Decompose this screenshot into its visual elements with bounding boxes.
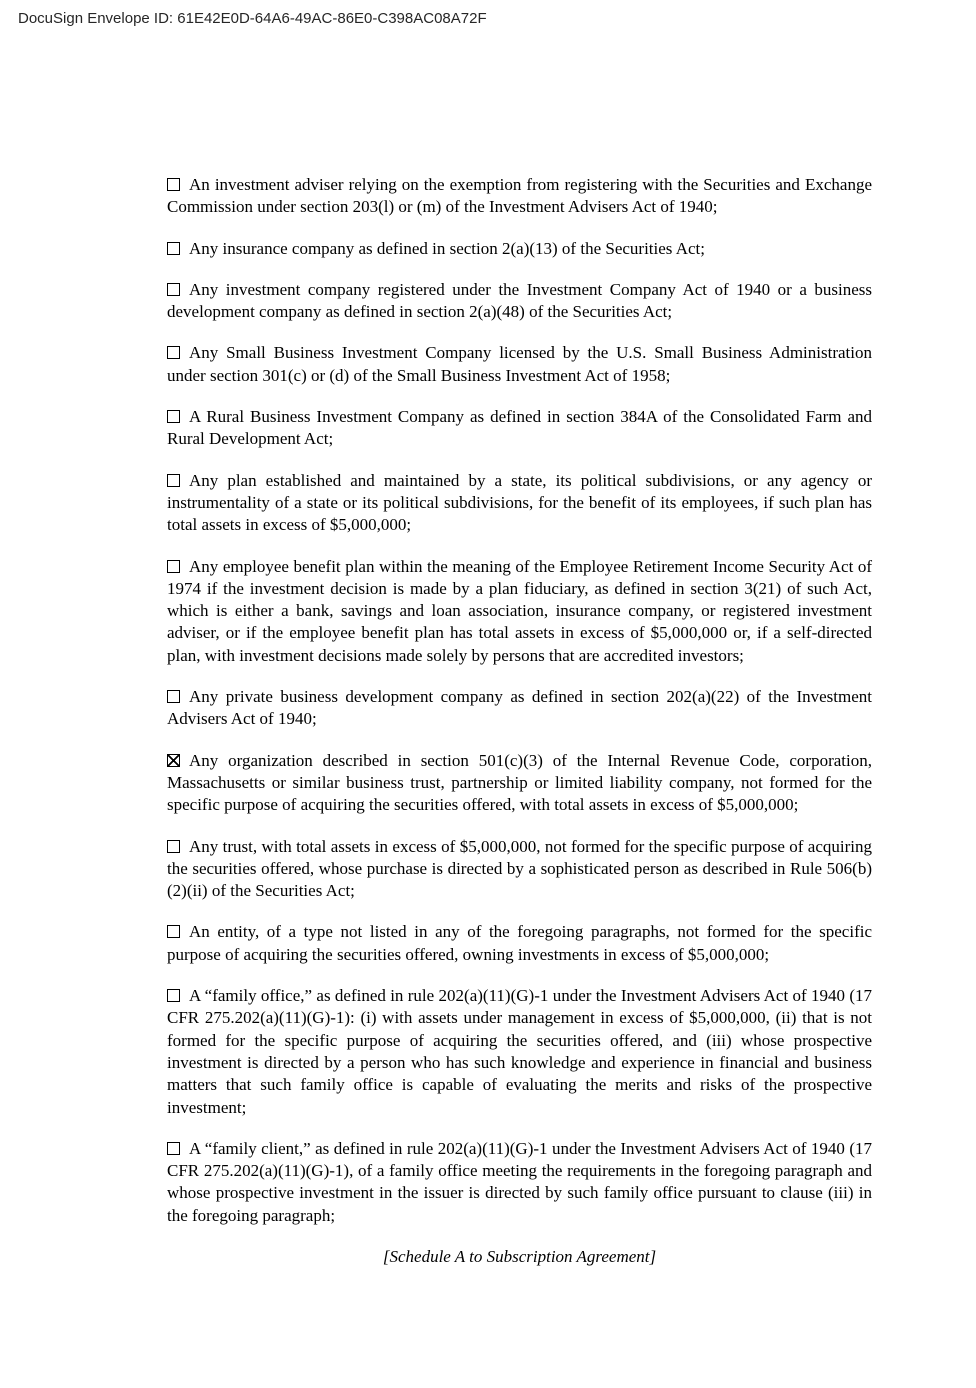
checklist-item — [167, 686, 872, 731]
checkbox-unchecked-icon[interactable] — [167, 242, 180, 255]
checklist-item — [167, 836, 872, 903]
checklist-item-text: An investment adviser relying on the exemption from registering with the Securities and Exchange Commission under section 203(l) or (m) of the Investment Advisers Act of 1940; — [167, 175, 872, 217]
checklist-item-text: Any organization described in section 501(c)(3) of the Internal Revenue Code, corporation, Massachusetts or similar business trust, partnership or limited liability company, not formed for the specific purpose of acquiring the securities offered, with total assets in excess of $5,000,000; — [167, 750, 872, 815]
checklist-item — [167, 279, 872, 324]
checklist-item-text: Any trust, with total assets in excess of $5,000,000, not formed for the specific purpose of acquiring the securities offered, whose purchase is directed by a sophisticated person as described in Rule 506(b)(2)(ii) of the Securities Act; — [167, 836, 872, 901]
checklist-item — [167, 1138, 872, 1227]
checklist-item — [167, 985, 872, 1119]
checkbox-unchecked-icon[interactable] — [167, 690, 180, 703]
checklist-item — [167, 342, 872, 387]
checklist-item-text: A “family client,” as defined in rule 202(a)(11)(G)-1 under the Investment Advisers Act of 1940 (17 CFR 275.202(a)(11)(G)-1), of a family office meeting the requirements in the foregoing paragraph and whose prospective investment in the issuer is directed by such family office pursuant to clause (iii) in the foregoing paragraph; — [167, 1138, 872, 1225]
checklist-item-text: An entity, of a type not listed in any of the foregoing paragraphs, not formed for the specific purpose of acquiring the securities offered, owning investments in excess of $5,000,000; — [167, 922, 872, 964]
checklist-item-text: Any insurance company as defined in section 2(a)(13) of the Securities Act; — [189, 238, 705, 258]
checkbox-unchecked-icon[interactable] — [167, 178, 180, 191]
checkbox-unchecked-icon[interactable] — [167, 474, 180, 487]
checklist-item — [167, 238, 872, 260]
checklist-item — [167, 174, 872, 219]
checklist-item — [167, 750, 872, 817]
checklist-item-text: Any private business development company as defined in section 202(a)(22) of the Investment Advisers Act of 1940; — [167, 687, 872, 729]
checklist-item-text: A “family office,” as defined in rule 202(a)(11)(G)-1 under the Investment Advisers Act of 1940 (17 CFR 275.202(a)(11)(G)-1): (i) with assets under management in excess of $5,000,000, (ii) that is not formed for the specific purpose of acquiring the securities offered, and (iii) whose prospective investment is directed by a person who has such knowledge and experience in financial and business matters that such family office is capable of evaluating the merits and risks of the prospective investment; — [167, 986, 872, 1117]
checkbox-unchecked-icon[interactable] — [167, 989, 180, 1002]
checklist-item-text: A Rural Business Investment Company as defined in section 384A of the Consolidated Farm and Rural Development Act; — [167, 407, 872, 449]
checkbox-unchecked-icon[interactable] — [167, 1142, 180, 1155]
document-page — [167, 174, 872, 1268]
checklist-item-text: Any plan established and maintained by a state, its political subdivisions, or any agency or instrumentality of a state or its political subdivisions, for the benefit of its employees, if such plan has total assets in excess of $5,000,000; — [167, 470, 872, 535]
schedule-footer: [Schedule A to Subscription Agreement] — [382, 1246, 657, 1266]
checklist-item — [167, 470, 872, 537]
checklist — [167, 174, 872, 1227]
checkbox-unchecked-icon[interactable] — [167, 283, 180, 296]
checklist-item — [167, 921, 872, 966]
checkbox-checked-icon[interactable] — [167, 754, 180, 767]
docusign-envelope-id: DocuSign Envelope ID: 61E42E0D-64A6-49AC-86E0-C398AC08A72F — [18, 10, 487, 27]
checklist-item-text: Any employee benefit plan within the meaning of the Employee Retirement Income Security Act of 1974 if the investment decision is made by a plan fiduciary, as defined in section 3(21) of such Act, which is either a bank, savings and loan association, insurance company, or registered investment adviser, or if the employee benefit plan has total assets in excess of $5,000,000 or, if a self-directed plan, with investment decisions made solely by persons that are accredited investors; — [167, 556, 872, 665]
checkbox-unchecked-icon[interactable] — [167, 925, 180, 938]
checkbox-unchecked-icon[interactable] — [167, 346, 180, 359]
checklist-item — [167, 406, 872, 451]
checklist-item-text: Any investment company registered under the Investment Company Act of 1940 or a business development company as defined in section 2(a)(48) of the Securities Act; — [167, 279, 872, 322]
checklist-item — [167, 556, 872, 667]
checkbox-unchecked-icon[interactable] — [167, 840, 180, 853]
checkbox-unchecked-icon[interactable] — [167, 560, 180, 573]
checkbox-unchecked-icon[interactable] — [167, 410, 180, 423]
checklist-item-text: Any Small Business Investment Company licensed by the U.S. Small Business Administration under section 301(c) or (d) of the Small Business Investment Act of 1958; — [167, 343, 872, 385]
